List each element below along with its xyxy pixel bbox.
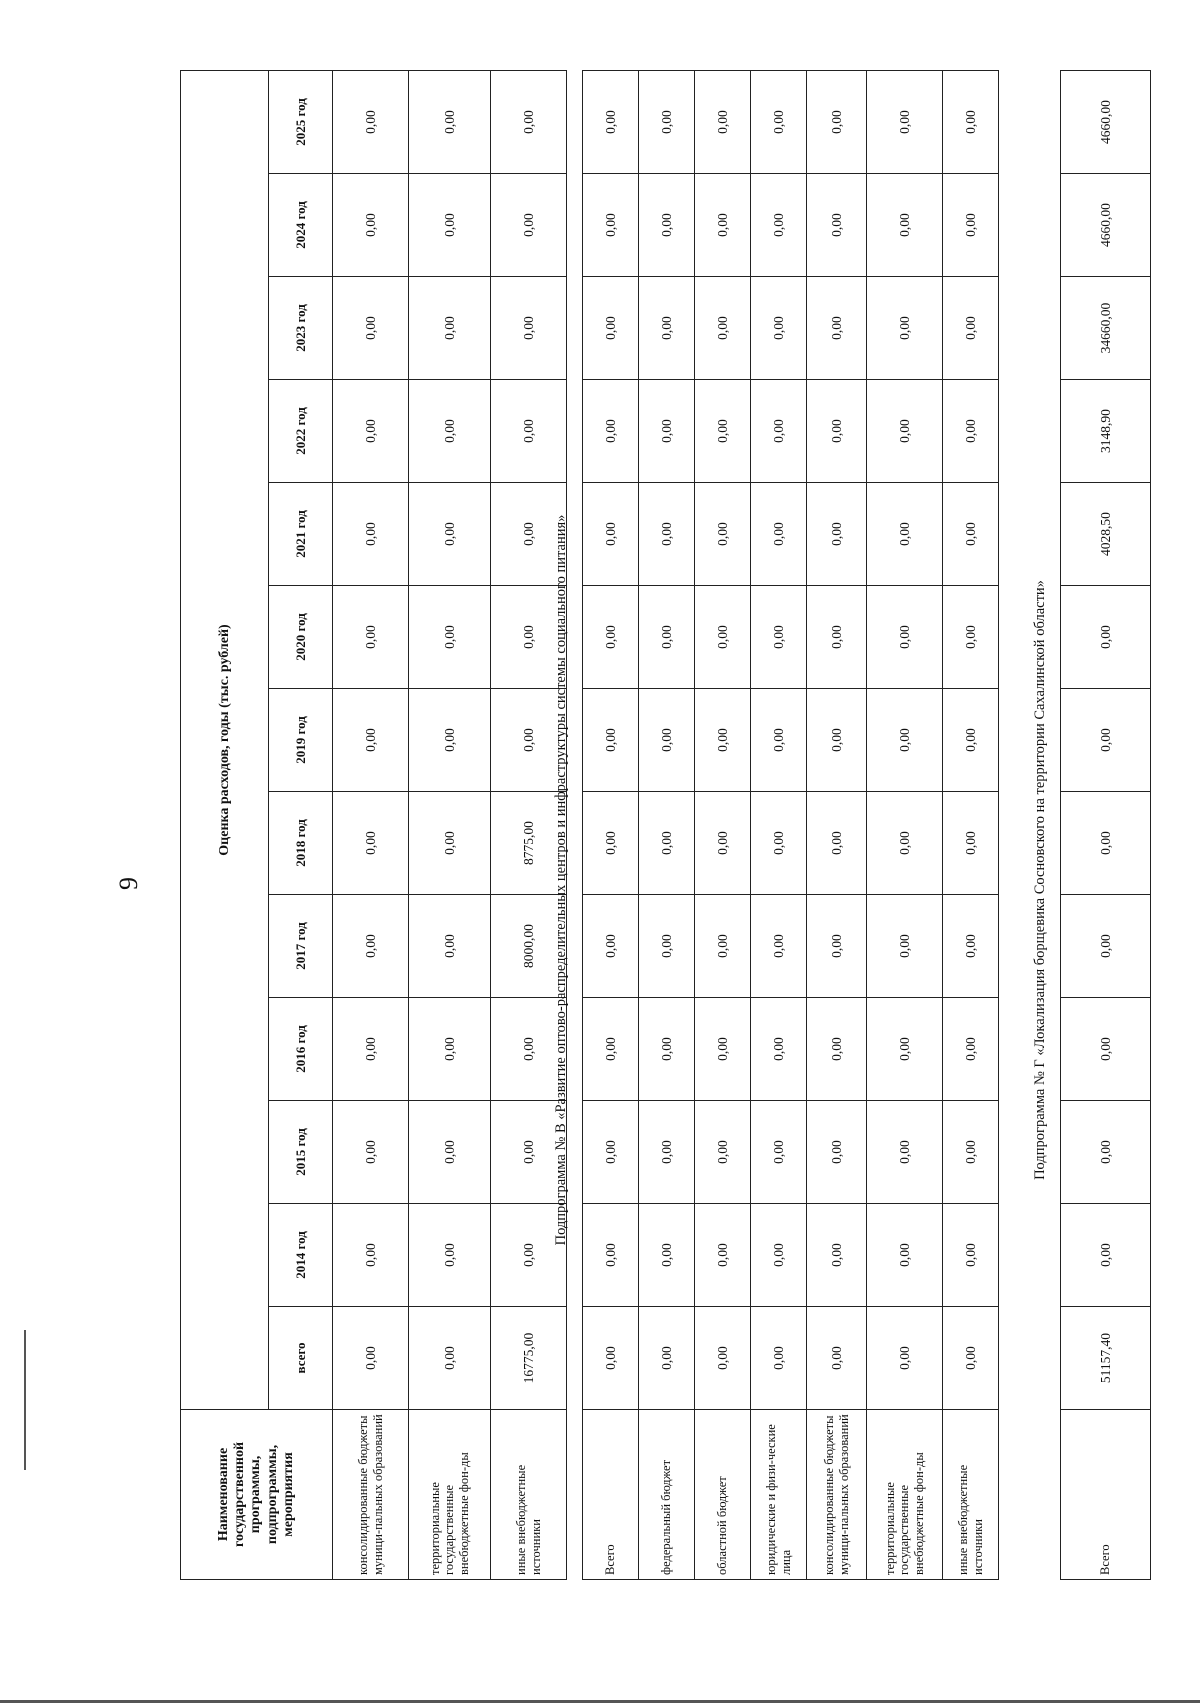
value-cell: 0,00 <box>639 1101 695 1204</box>
value-cell: 0,00 <box>695 895 751 998</box>
value-cell: 0,00 <box>751 895 807 998</box>
value-cell: 0,00 <box>583 483 639 586</box>
value-cell: 0,00 <box>583 174 639 277</box>
value-cell: 0,00 <box>867 895 943 998</box>
value-cell: 0,00 <box>751 586 807 689</box>
value-cell: 0,00 <box>333 1101 409 1204</box>
value-cell: 0,00 <box>409 174 491 277</box>
value-cell: 0,00 <box>333 1307 409 1410</box>
value-cell: 4660,00 <box>1061 71 1151 174</box>
value-cell: 0,00 <box>695 689 751 792</box>
value-cell: 0,00 <box>807 380 867 483</box>
value-cell: 0,00 <box>695 174 751 277</box>
value-cell: 34660,00 <box>1061 277 1151 380</box>
value-cell: 0,00 <box>807 1204 867 1307</box>
value-cell: 0,00 <box>491 1101 567 1204</box>
value-cell: 0,00 <box>639 998 695 1101</box>
header-name-column: Наименование государственной программы, подпрограммы, мероприятия <box>181 1410 333 1580</box>
value-cell: 0,00 <box>333 380 409 483</box>
value-cell: 0,00 <box>943 895 999 998</box>
value-cell: 0,00 <box>807 277 867 380</box>
value-cell: 0,00 <box>751 689 807 792</box>
value-cell: 0,00 <box>491 174 567 277</box>
value-cell: 0,00 <box>751 380 807 483</box>
value-cell: 0,00 <box>943 71 999 174</box>
value-cell: 0,00 <box>807 689 867 792</box>
value-cell: 0,00 <box>695 380 751 483</box>
value-cell: 0,00 <box>583 1307 639 1410</box>
value-cell: 0,00 <box>491 689 567 792</box>
value-cell: 0,00 <box>695 1307 751 1410</box>
header-year-row <box>269 71 333 1580</box>
value-cell: 0,00 <box>583 689 639 792</box>
table-row <box>867 71 943 1580</box>
value-cell: 0,00 <box>807 895 867 998</box>
value-cell: 0,00 <box>639 483 695 586</box>
value-cell: 0,00 <box>695 483 751 586</box>
table1-body <box>333 71 567 1580</box>
value-cell: 0,00 <box>751 71 807 174</box>
value-cell: 0,00 <box>695 277 751 380</box>
value-cell: 0,00 <box>695 998 751 1101</box>
value-cell: 0,00 <box>867 586 943 689</box>
value-cell: 0,00 <box>583 1101 639 1204</box>
header-year-cell: 2024 год <box>269 174 333 277</box>
row-label: областной бюджет <box>695 1410 751 1580</box>
value-cell: 0,00 <box>867 277 943 380</box>
value-cell: 0,00 <box>491 586 567 689</box>
header-year-cell: 2020 год <box>269 586 333 689</box>
value-cell: 0,00 <box>867 174 943 277</box>
row-label: Всего <box>583 1410 639 1580</box>
value-cell: 0,00 <box>333 586 409 689</box>
value-cell: 0,00 <box>639 174 695 277</box>
header-year-cell: 2018 год <box>269 792 333 895</box>
value-cell: 0,00 <box>867 1204 943 1307</box>
header-year-cell: 2021 год <box>269 483 333 586</box>
value-cell: 0,00 <box>1061 1204 1151 1307</box>
value-cell: 0,00 <box>807 71 867 174</box>
value-cell: 0,00 <box>943 1101 999 1204</box>
value-cell: 0,00 <box>867 689 943 792</box>
subprogram-v-title: Подпрограмма № В «Развитие оптово-распределительных центров и инфраструктуры системы социального питания» <box>553 514 569 1246</box>
value-cell: 0,00 <box>409 792 491 895</box>
value-cell: 0,00 <box>751 277 807 380</box>
header-year-cell: 2016 год <box>269 998 333 1101</box>
value-cell: 0,00 <box>943 998 999 1101</box>
value-cell: 0,00 <box>333 277 409 380</box>
value-cell: 0,00 <box>409 483 491 586</box>
value-cell: 0,00 <box>409 71 491 174</box>
value-cell: 0,00 <box>867 1101 943 1204</box>
value-cell: 0,00 <box>695 586 751 689</box>
value-cell: 0,00 <box>1061 586 1151 689</box>
header-year-cell: 2017 год <box>269 895 333 998</box>
value-cell: 0,00 <box>751 998 807 1101</box>
value-cell: 0,00 <box>639 586 695 689</box>
value-cell: 0,00 <box>333 71 409 174</box>
value-cell: 0,00 <box>1061 998 1151 1101</box>
expense-table-continued <box>180 70 567 1580</box>
table-row <box>409 71 491 1580</box>
value-cell: 0,00 <box>1061 1101 1151 1204</box>
row-label: территориальные государственные внебюджетные фон-ды <box>867 1410 943 1580</box>
value-cell: 0,00 <box>409 277 491 380</box>
header-year-cell: всего <box>269 1307 333 1410</box>
value-cell: 0,00 <box>1061 792 1151 895</box>
value-cell: 0,00 <box>1061 895 1151 998</box>
value-cell: 0,00 <box>409 1204 491 1307</box>
value-cell: 0,00 <box>807 586 867 689</box>
value-cell: 0,00 <box>751 1204 807 1307</box>
value-cell: 0,00 <box>491 998 567 1101</box>
value-cell: 0,00 <box>695 71 751 174</box>
subprogram-v-table <box>582 70 999 1580</box>
value-cell: 0,00 <box>807 998 867 1101</box>
value-cell: 0,00 <box>867 1307 943 1410</box>
value-cell: 3148,90 <box>1061 380 1151 483</box>
row-label: иные внебюджетные источники <box>491 1410 567 1580</box>
value-cell: 0,00 <box>867 792 943 895</box>
value-cell: 0,00 <box>867 483 943 586</box>
value-cell: 0,00 <box>943 689 999 792</box>
value-cell: 0,00 <box>943 277 999 380</box>
value-cell: 0,00 <box>943 1204 999 1307</box>
value-cell: 0,00 <box>807 483 867 586</box>
value-cell: 0,00 <box>583 1204 639 1307</box>
value-cell: 0,00 <box>639 380 695 483</box>
value-cell: 0,00 <box>333 1204 409 1307</box>
table-row <box>1061 71 1151 1580</box>
value-cell: 51157,40 <box>1061 1307 1151 1410</box>
value-cell: 4660,00 <box>1061 174 1151 277</box>
header-year-cell: 2014 год <box>269 1204 333 1307</box>
header-year-cell: 2025 год <box>269 71 333 174</box>
value-cell: 0,00 <box>695 792 751 895</box>
table-row <box>333 71 409 1580</box>
subprogram-v-body <box>583 71 999 1580</box>
value-cell: 0,00 <box>639 689 695 792</box>
value-cell: 0,00 <box>695 1204 751 1307</box>
value-cell: 0,00 <box>491 380 567 483</box>
value-cell: 0,00 <box>943 380 999 483</box>
value-cell: 0,00 <box>807 1307 867 1410</box>
value-cell: 0,00 <box>583 792 639 895</box>
row-label: Всего <box>1061 1410 1151 1580</box>
value-cell: 0,00 <box>583 895 639 998</box>
scan-border-bottom <box>0 1700 1200 1703</box>
row-label: иные внебюджетные источники <box>943 1410 999 1580</box>
value-cell: 16775,00 <box>491 1307 567 1410</box>
row-label: юридические и физи-ческие лица <box>751 1410 807 1580</box>
value-cell: 0,00 <box>583 998 639 1101</box>
value-cell: 0,00 <box>751 483 807 586</box>
value-cell: 0,00 <box>695 1101 751 1204</box>
value-cell: 0,00 <box>491 483 567 586</box>
table-header <box>181 71 333 1580</box>
value-cell: 0,00 <box>867 71 943 174</box>
value-cell: 0,00 <box>639 895 695 998</box>
value-cell: 0,00 <box>583 71 639 174</box>
value-cell: 0,00 <box>639 1307 695 1410</box>
value-cell: 0,00 <box>639 1204 695 1307</box>
value-cell: 0,00 <box>491 71 567 174</box>
value-cell: 0,00 <box>807 174 867 277</box>
value-cell: 0,00 <box>583 586 639 689</box>
value-cell: 0,00 <box>333 689 409 792</box>
value-cell: 0,00 <box>409 689 491 792</box>
value-cell: 0,00 <box>409 380 491 483</box>
value-cell: 0,00 <box>491 277 567 380</box>
value-cell: 0,00 <box>639 71 695 174</box>
value-cell: 0,00 <box>807 792 867 895</box>
table-row <box>695 71 751 1580</box>
value-cell: 0,00 <box>867 998 943 1101</box>
value-cell: 0,00 <box>807 1101 867 1204</box>
value-cell: 0,00 <box>1061 689 1151 792</box>
value-cell: 8000,00 <box>491 895 567 998</box>
value-cell: 4028,50 <box>1061 483 1151 586</box>
value-cell: 0,00 <box>583 277 639 380</box>
header-year-cell: 2023 год <box>269 277 333 380</box>
header-year-cell: 2022 год <box>269 380 333 483</box>
value-cell: 0,00 <box>751 1101 807 1204</box>
value-cell: 0,00 <box>751 1307 807 1410</box>
value-cell: 0,00 <box>943 792 999 895</box>
value-cell: 0,00 <box>639 277 695 380</box>
value-cell: 0,00 <box>333 483 409 586</box>
header-expense-estimate: Оценка расходов, годы (тыс. рублей) <box>181 71 269 1410</box>
row-label: консолидированные бюджеты муници-пальных образований <box>333 1410 409 1580</box>
value-cell: 0,00 <box>867 380 943 483</box>
value-cell: 0,00 <box>491 1204 567 1307</box>
value-cell: 0,00 <box>409 998 491 1101</box>
subprogram-g-body <box>1061 71 1151 1580</box>
subprogram-g-title: Подпрограмма № Г «Локализация борщевика Сосновского на территории Сахалинской области» <box>1032 580 1048 1180</box>
value-cell: 0,00 <box>583 380 639 483</box>
rotated-page <box>20 30 1180 1690</box>
page-number: 9 <box>114 877 143 890</box>
table-row <box>751 71 807 1580</box>
table-row <box>807 71 867 1580</box>
value-cell: 0,00 <box>333 895 409 998</box>
header-year-cell: 2015 год <box>269 1101 333 1204</box>
value-cell: 0,00 <box>943 586 999 689</box>
value-cell: 0,00 <box>943 483 999 586</box>
value-cell: 0,00 <box>409 586 491 689</box>
row-label: консолидированные бюджеты муници-пальных образований <box>807 1410 867 1580</box>
value-cell: 0,00 <box>639 792 695 895</box>
table-row <box>639 71 695 1580</box>
value-cell: 0,00 <box>333 174 409 277</box>
value-cell: 8775,00 <box>491 792 567 895</box>
value-cell: 0,00 <box>943 174 999 277</box>
table-row <box>943 71 999 1580</box>
value-cell: 0,00 <box>333 998 409 1101</box>
row-label: федеральный бюджет <box>639 1410 695 1580</box>
value-cell: 0,00 <box>409 1101 491 1204</box>
value-cell: 0,00 <box>409 1307 491 1410</box>
value-cell: 0,00 <box>751 174 807 277</box>
value-cell: 0,00 <box>333 792 409 895</box>
value-cell: 0,00 <box>751 792 807 895</box>
value-cell: 0,00 <box>943 1307 999 1410</box>
header-year-cell: 2019 год <box>269 689 333 792</box>
row-label: территориальные государственные внебюджетные фон-ды <box>409 1410 491 1580</box>
subprogram-g-table <box>1060 70 1151 1580</box>
table-row <box>583 71 639 1580</box>
value-cell: 0,00 <box>409 895 491 998</box>
